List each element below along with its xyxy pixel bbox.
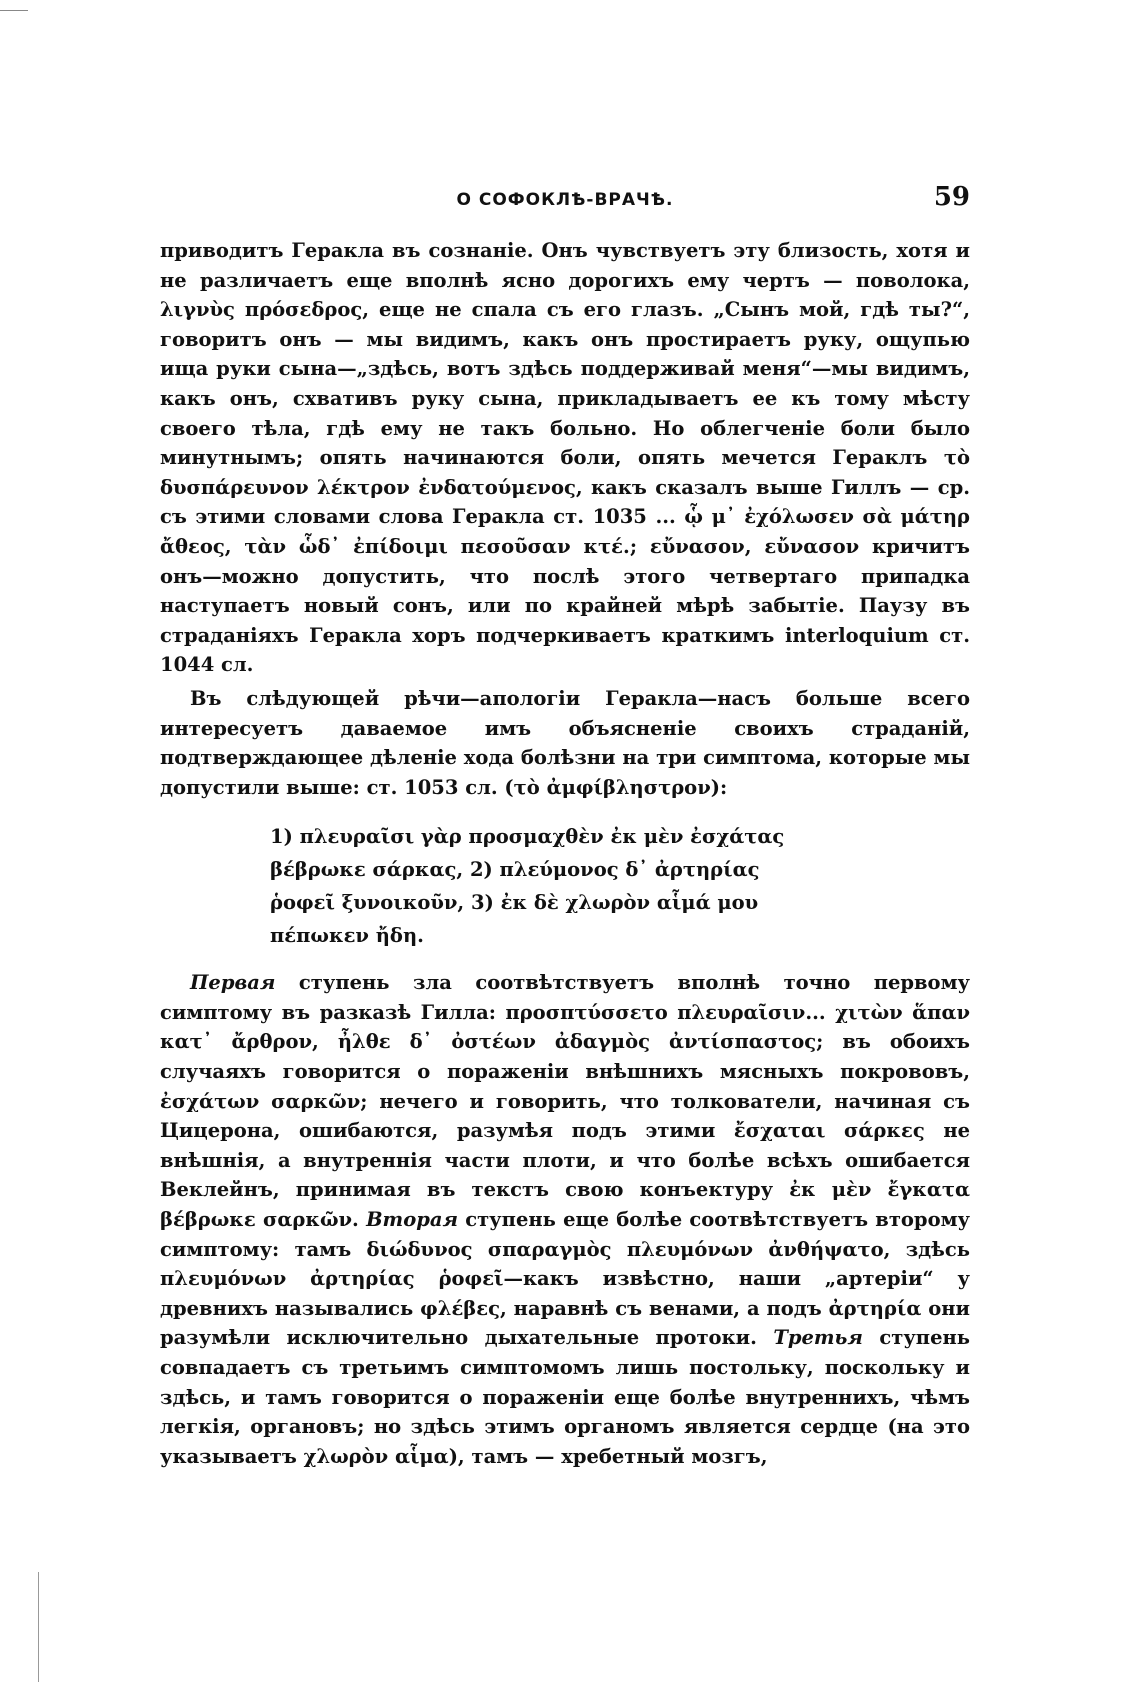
paragraph-3-text-b: ступень еще болѣе соотвѣтствуетъ второму симптому: тамъ διώδυνος σπαραγμὸς πλευμόνων ἀνθήψατο, здѣсь πλευμόνων ἀρτηρίας ῥοφεῖ—какъ извѣстно, наши „артеріи“ у древнихъ назывались φλέβες, наравнѣ съ венами, а подъ ἀρτηρία они разумѣли исключительно дыхательные протоки. [160, 1208, 970, 1350]
italic-first: Первая [190, 971, 276, 995]
italic-second: Вторая [366, 1208, 458, 1232]
verse-quotation [270, 820, 970, 952]
scan-edge-mark-top [0, 10, 28, 11]
book-page [160, 182, 970, 1471]
paragraph-1: приводитъ Геракла въ сознаніе. Онъ чувствуетъ эту близость, хотя и не различаетъ еще вполнѣ ясно дорогихъ ему чертъ — поволока, λιγνὺς πρόσεδρος, еще не спала съ его глазъ. „Сынъ мой, гдѣ ты?“, говоритъ онъ — мы видимъ, какъ онъ простираетъ руку, ощупью ища руки сына—„здѣсь, вотъ здѣсь поддерживай меня“—мы видимъ, какъ онъ, схвативъ руку сына, прикладываетъ ее къ тому мѣсту своего тѣла, гдѣ ему не такъ больно. Но облегченіе боли было минутнымъ; опять начинаются боли, опять мечется Гераклъ τὸ δυσπάρευνον λέκτρον ἐνδατούμενος, какъ сказалъ выше Гиллъ — ср. съ этими словами слова Геракла ст. 1035 ... ᾧ μ᾽ ἐχόλωσεν σὰ μάτηρ ἄθεος, τὰν ὧδ᾽ ἐπίδοιμι πεσοῦσαν κτέ.; εὔνασον, εὔνασον кричитъ онъ—можно допустить, что послѣ этого четвертаго припадка наступаетъ новый сонъ, или по крайней мѣрѣ забытіе. Паузу въ страданіяхъ Геракла хоръ подчеркиваетъ краткимъ interloquium ст. 1044 сл. [160, 239, 970, 677]
paragraph-3-text-c: ступень совпадаетъ съ третьимъ симптомомъ лишь постольку, поскольку и здѣсь, и тамъ говорится о пораженіи еще болѣе внутреннихъ, чѣмъ легкія, органовъ; но здѣсь этимъ органомъ является сердце (на это указываетъ χλωρὸν αἷμα), тамъ — хребетный мозгъ, [160, 1326, 970, 1468]
page-number: 59 [933, 182, 970, 212]
paragraph-3-text-a: ступень зла соотвѣтствуетъ вполнѣ точно первому симптому въ разказѣ Гилла: προσπτύσσετο πλευραῖσιν... χιτὼν ἅπαν κατ᾽ ἄρθρον, ἦλθε δ᾽ ὀστέων ἀδαγμὸς ἀντίσπαστος; въ обоихъ случаяхъ говорится о пораженіи внѣшнихъ мясныхъ покрововъ, ἐσχάτων σαρκῶν; нечего и говорить, что толкователи, начиная съ Цицерона, ошибаются, разумѣя подъ этими ἔσχαται σάρκες не внѣшнія, а внутреннія части плоти, и что болѣе всѣхъ ошибается Веклейнъ, принимая въ текстъ свою конъектуру ἐκ μὲν ἔγκατα βέβρωκε σαρκῶν. [160, 971, 970, 1232]
paragraph-2: Въ слѣдующей рѣчи—апологіи Геракла—насъ больше всего интересуетъ даваемое имъ объясненіе своихъ страданій, подтверждающее дѣленіе хода болѣзни на три симптома, которые мы допустили выше: ст. 1053 сл. (τὸ ἀμφίβληστρον): [160, 686, 970, 799]
running-title: О СОФОКЛѢ-ВРАЧѢ. [456, 190, 674, 210]
verse-line-2: βέβρωκε σάρκας, 2) πλεύμονος δ᾽ ἀρτηρίας [270, 858, 760, 882]
verse-line-4: πέπωκεν ἤδη. [270, 924, 424, 948]
paragraph-3 [160, 968, 970, 1471]
verse-line-3: ῥοφεῖ ξυνοικοῦν, 3) ἐκ δὲ χλωρὸν αἷμά μου [270, 891, 759, 915]
running-header [160, 182, 970, 224]
italic-third: Третья [773, 1326, 863, 1350]
scan-edge-mark-bottom [38, 1572, 39, 1682]
verse-line-1: 1) πλευραῖσι γὰρ προσμαχθὲν ἐκ μὲν ἐσχάτας [270, 825, 785, 849]
